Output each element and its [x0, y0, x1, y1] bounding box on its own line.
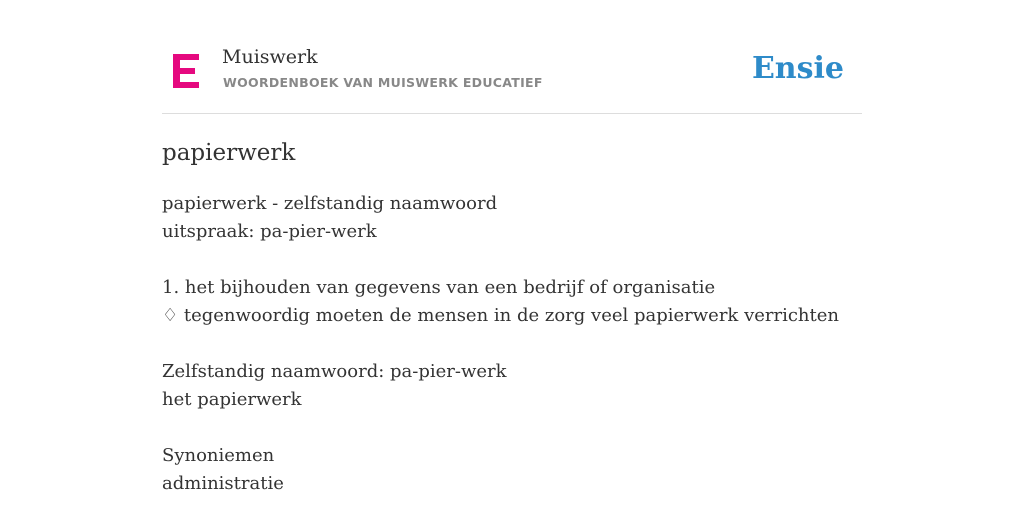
entry-title: papierwerk	[162, 140, 296, 166]
entry-line-definition: 1. het bijhouden van gegevens van een bedrijf of organisatie	[162, 277, 716, 298]
entry-line-pronunciation: uitspraak: pa-pier-werk	[162, 221, 377, 242]
entry-line-blank	[162, 414, 862, 442]
entry-content	[162, 136, 862, 498]
entry-line-word-type: papierwerk - zelfstandig naamwoord	[162, 193, 498, 214]
muiswerk-logo-icon[interactable]	[173, 54, 199, 88]
entry-body	[162, 190, 862, 498]
entry-line-synonyms-heading: Synoniemen	[162, 445, 275, 466]
site-header	[162, 0, 862, 114]
entry-line-blank	[162, 330, 862, 358]
logo-bar-middle	[173, 68, 195, 74]
logo-bar-bottom	[173, 82, 199, 88]
entry-line-synonym: administratie	[162, 473, 284, 494]
entry-line-example: ♢ tegenwoordig moeten de mensen in de zorg veel papierwerk verrichten	[162, 305, 840, 326]
entry-line-blank	[162, 246, 862, 274]
site-subtitle: WOORDENBOEK VAN MUISWERK EDUCATIEF	[223, 75, 543, 90]
site-name[interactable]: Muiswerk	[222, 46, 318, 68]
entry-line-article: het papierwerk	[162, 389, 302, 410]
entry-line-noun-syllables: Zelfstandig naamwoord: pa-pier-werk	[162, 361, 507, 382]
ensie-brand-link[interactable]: Ensie	[751, 51, 844, 86]
logo-bar-top	[173, 54, 199, 60]
